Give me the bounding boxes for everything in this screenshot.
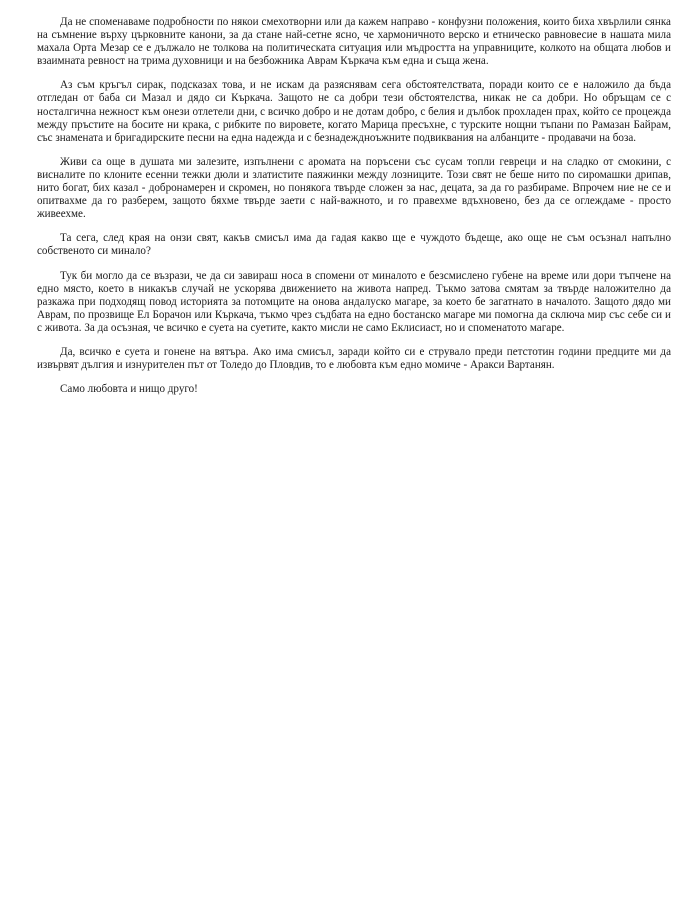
paragraph-6: Да, всичко е суета и гонене на вятъра. Ако има смисъл, заради който си е струвало преди петстотин години предците ми да извървят дългия и изнурителен път от Толедо до Пловдив, то е любовта към едно момиче - Аракси Вартанян.	[37, 345, 671, 372]
paragraph-7: Само любовта и нищо друго!	[60, 383, 198, 396]
document-body	[37, 16, 671, 407]
paragraph-5: Тук би могло да се възрази, че да си завираш носа в спомени от миналото е безсмислено губене на време или дори тъпчене на едно място, което в никакъв случай не ускорява движението на живота напред. Тъкмо затова смятам за твърде наложително да разкажа при подходящ повод историята за потомците на онова андалуско магаре, за което бе загатнато в началото. Защото дядо ми Аврам, по прозвище Ел Борачон или Къркача, тъкмо чрез съдбата на едно бостанско магаре ми помогна да сключа мир със себе си и с живота. За да осъзная, че всичко е суета на суетите, както мисли не само Еклисиаст, но и споменатото магаре.	[37, 269, 671, 334]
paragraph-2: Аз съм кръгъл сирак, подсказах това, и не искам да разяснявам сега обстоятелствата, поради които се е наложило да бъда отгледан от баба си Мазал и дядо си Къркача. Защото не са добри тези обстоятелства, никак не са добри. Но обръщам се с носталгична нежност към онези отлетели дни, с всичко добро и не дотам добро, с белия и дълбок прохладен прах, който се процежда между пръстите на босите ни крака, с рибките по вировете, когато Марица пресъхне, с турските нощни тъпани по Рамазан Байрам, със знамената и бригадирските песни на една надежда и с безнадеждноъжните подвиквания на албанците - продавачи на боза.	[37, 79, 671, 144]
paragraph-4: Та сега, след края на онзи свят, какъв смисъл има да гадая какво ще е чуждото бъдеще, ако още не съм осъзнал напълно собственото си минало?	[37, 232, 671, 258]
paragraph-1: Да не споменаваме подробности по някои смехотворни или да кажем направо - конфузни положения, които биха хвърлили сянка на съмнение върху църковните канони, за да стане най-сетне ясно, че хармоничното верско и етническо равновесие в нашата мила махала Орта Мезар се е дължало не толкова на политическата ситуация или мъдростта на управниците, колкото на общата любов и взаимната ревност на трима духовници и на безбожника Аврам Къркача към една и съща жена.	[37, 16, 671, 68]
paragraph-3: Живи са още в душата ми залезите, изпълнени с аромата на поръсени със сусам топли гевреци и на сладко от смокини, с висналите по клоните есенни тежки дюли и златистите паяжинки между лозниците. Този свят не беше нито по сиромашки дрипав, нито богат, бих казал - добронамерен и скромен, но понякога твърде сложен за нас, децата, за да го разбираме. Впрочем ние не се и опитвахме да го разберем, защото бяхме твърде заети с най-важното, и го правехме вдъхновено, без да се оглеждаме - просто живеехме.	[37, 155, 671, 221]
